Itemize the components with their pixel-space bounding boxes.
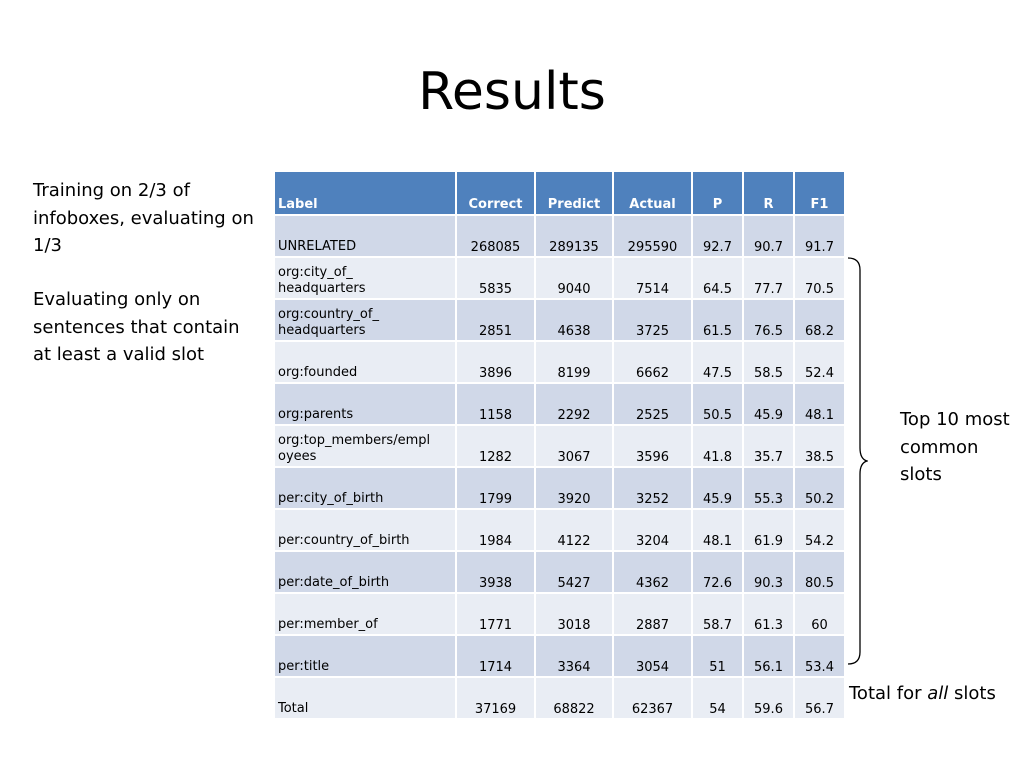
header-label: Label <box>275 172 455 214</box>
results-table <box>273 170 846 720</box>
cell-predict: 3018 <box>536 594 612 634</box>
total-note-prefix: Total for <box>849 683 928 704</box>
table-row <box>275 594 844 634</box>
cell-label: org:parents <box>275 384 455 424</box>
header-f1: F1 <box>795 172 844 214</box>
cell-label: org:city_of_ headquarters <box>275 258 455 298</box>
cell-label: Total <box>275 678 455 718</box>
cell-p: 47.5 <box>693 342 742 382</box>
cell-predict: 9040 <box>536 258 612 298</box>
cell-predict: 3920 <box>536 468 612 508</box>
table-row <box>275 342 844 382</box>
cell-correct: 1714 <box>457 636 534 676</box>
cell-label: org:top_members/empl oyees <box>275 426 455 466</box>
cell-f1: 56.7 <box>795 678 844 718</box>
header-row <box>275 172 844 214</box>
cell-f1: 53.4 <box>795 636 844 676</box>
table-row <box>275 300 844 340</box>
cell-r: 56.1 <box>744 636 793 676</box>
cell-p: 45.9 <box>693 468 742 508</box>
cell-p: 48.1 <box>693 510 742 550</box>
cell-actual: 3725 <box>614 300 691 340</box>
cell-correct: 1771 <box>457 594 534 634</box>
cell-correct: 1158 <box>457 384 534 424</box>
cell-predict: 68822 <box>536 678 612 718</box>
note-training: Training on 2/3 of infoboxes, evaluating on 1/3 <box>33 180 254 256</box>
total-note-suffix: slots <box>948 683 996 704</box>
cell-f1: 38.5 <box>795 426 844 466</box>
cell-actual: 3252 <box>614 468 691 508</box>
cell-r: 45.9 <box>744 384 793 424</box>
cell-p: 50.5 <box>693 384 742 424</box>
cell-predict: 5427 <box>536 552 612 592</box>
cell-p: 58.7 <box>693 594 742 634</box>
cell-correct: 3938 <box>457 552 534 592</box>
cell-actual: 2525 <box>614 384 691 424</box>
cell-correct: 5835 <box>457 258 534 298</box>
cell-p: 64.5 <box>693 258 742 298</box>
cell-predict: 8199 <box>536 342 612 382</box>
cell-correct: 1984 <box>457 510 534 550</box>
cell-r: 76.5 <box>744 300 793 340</box>
header-correct: Correct <box>457 172 534 214</box>
cell-predict: 4638 <box>536 300 612 340</box>
cell-label: per:country_of_birth <box>275 510 455 550</box>
cell-actual: 4362 <box>614 552 691 592</box>
cell-correct: 1282 <box>457 426 534 466</box>
cell-p: 61.5 <box>693 300 742 340</box>
cell-predict: 2292 <box>536 384 612 424</box>
table-row <box>275 552 844 592</box>
cell-r: 58.5 <box>744 342 793 382</box>
cell-actual: 62367 <box>614 678 691 718</box>
cell-f1: 48.1 <box>795 384 844 424</box>
cell-f1: 70.5 <box>795 258 844 298</box>
table-row <box>275 216 844 256</box>
cell-p: 92.7 <box>693 216 742 256</box>
table-row <box>275 510 844 550</box>
table-row <box>275 258 844 298</box>
table-row <box>275 384 844 424</box>
cell-r: 61.3 <box>744 594 793 634</box>
cell-correct: 1799 <box>457 468 534 508</box>
cell-r: 59.6 <box>744 678 793 718</box>
cell-p: 54 <box>693 678 742 718</box>
cell-label: UNRELATED <box>275 216 455 256</box>
cell-label: per:city_of_birth <box>275 468 455 508</box>
cell-r: 35.7 <box>744 426 793 466</box>
cell-predict: 4122 <box>536 510 612 550</box>
cell-f1: 91.7 <box>795 216 844 256</box>
cell-correct: 3896 <box>457 342 534 382</box>
cell-r: 90.7 <box>744 216 793 256</box>
total-note <box>849 680 1019 707</box>
cell-f1: 54.2 <box>795 510 844 550</box>
cell-predict: 3067 <box>536 426 612 466</box>
cell-f1: 68.2 <box>795 300 844 340</box>
cell-actual: 3204 <box>614 510 691 550</box>
header-predict: Predict <box>536 172 612 214</box>
cell-f1: 50.2 <box>795 468 844 508</box>
cell-label: per:title <box>275 636 455 676</box>
cell-r: 77.7 <box>744 258 793 298</box>
note-evaluating: Evaluating only on sentences that contain at least a valid slot <box>33 289 240 365</box>
cell-predict: 289135 <box>536 216 612 256</box>
cell-r: 55.3 <box>744 468 793 508</box>
header-r: R <box>744 172 793 214</box>
cell-actual: 295590 <box>614 216 691 256</box>
cell-predict: 3364 <box>536 636 612 676</box>
cell-correct: 37169 <box>457 678 534 718</box>
right-curly-bracket-icon <box>848 256 868 666</box>
cell-actual: 2887 <box>614 594 691 634</box>
cell-r: 90.3 <box>744 552 793 592</box>
table-row <box>275 426 844 466</box>
table-body <box>275 216 844 718</box>
cell-f1: 52.4 <box>795 342 844 382</box>
table-row <box>275 468 844 508</box>
cell-label: org:founded <box>275 342 455 382</box>
total-note-emphasis: all <box>927 683 949 704</box>
header-p: P <box>693 172 742 214</box>
cell-actual: 7514 <box>614 258 691 298</box>
cell-f1: 80.5 <box>795 552 844 592</box>
slide-title: Results <box>418 62 606 122</box>
cell-actual: 6662 <box>614 342 691 382</box>
cell-label: per:date_of_birth <box>275 552 455 592</box>
cell-p: 51 <box>693 636 742 676</box>
cell-correct: 268085 <box>457 216 534 256</box>
cell-label: per:member_of <box>275 594 455 634</box>
cell-label: org:country_of_ headquarters <box>275 300 455 340</box>
cell-correct: 2851 <box>457 300 534 340</box>
table-row <box>275 636 844 676</box>
cell-actual: 3054 <box>614 636 691 676</box>
results-table-container <box>273 170 846 720</box>
cell-p: 72.6 <box>693 552 742 592</box>
cell-p: 41.8 <box>693 426 742 466</box>
table-row <box>275 678 844 718</box>
cell-actual: 3596 <box>614 426 691 466</box>
cell-f1: 60 <box>795 594 844 634</box>
header-actual: Actual <box>614 172 691 214</box>
top-slots-label: Top 10 most common slots <box>900 409 1010 485</box>
cell-r: 61.9 <box>744 510 793 550</box>
